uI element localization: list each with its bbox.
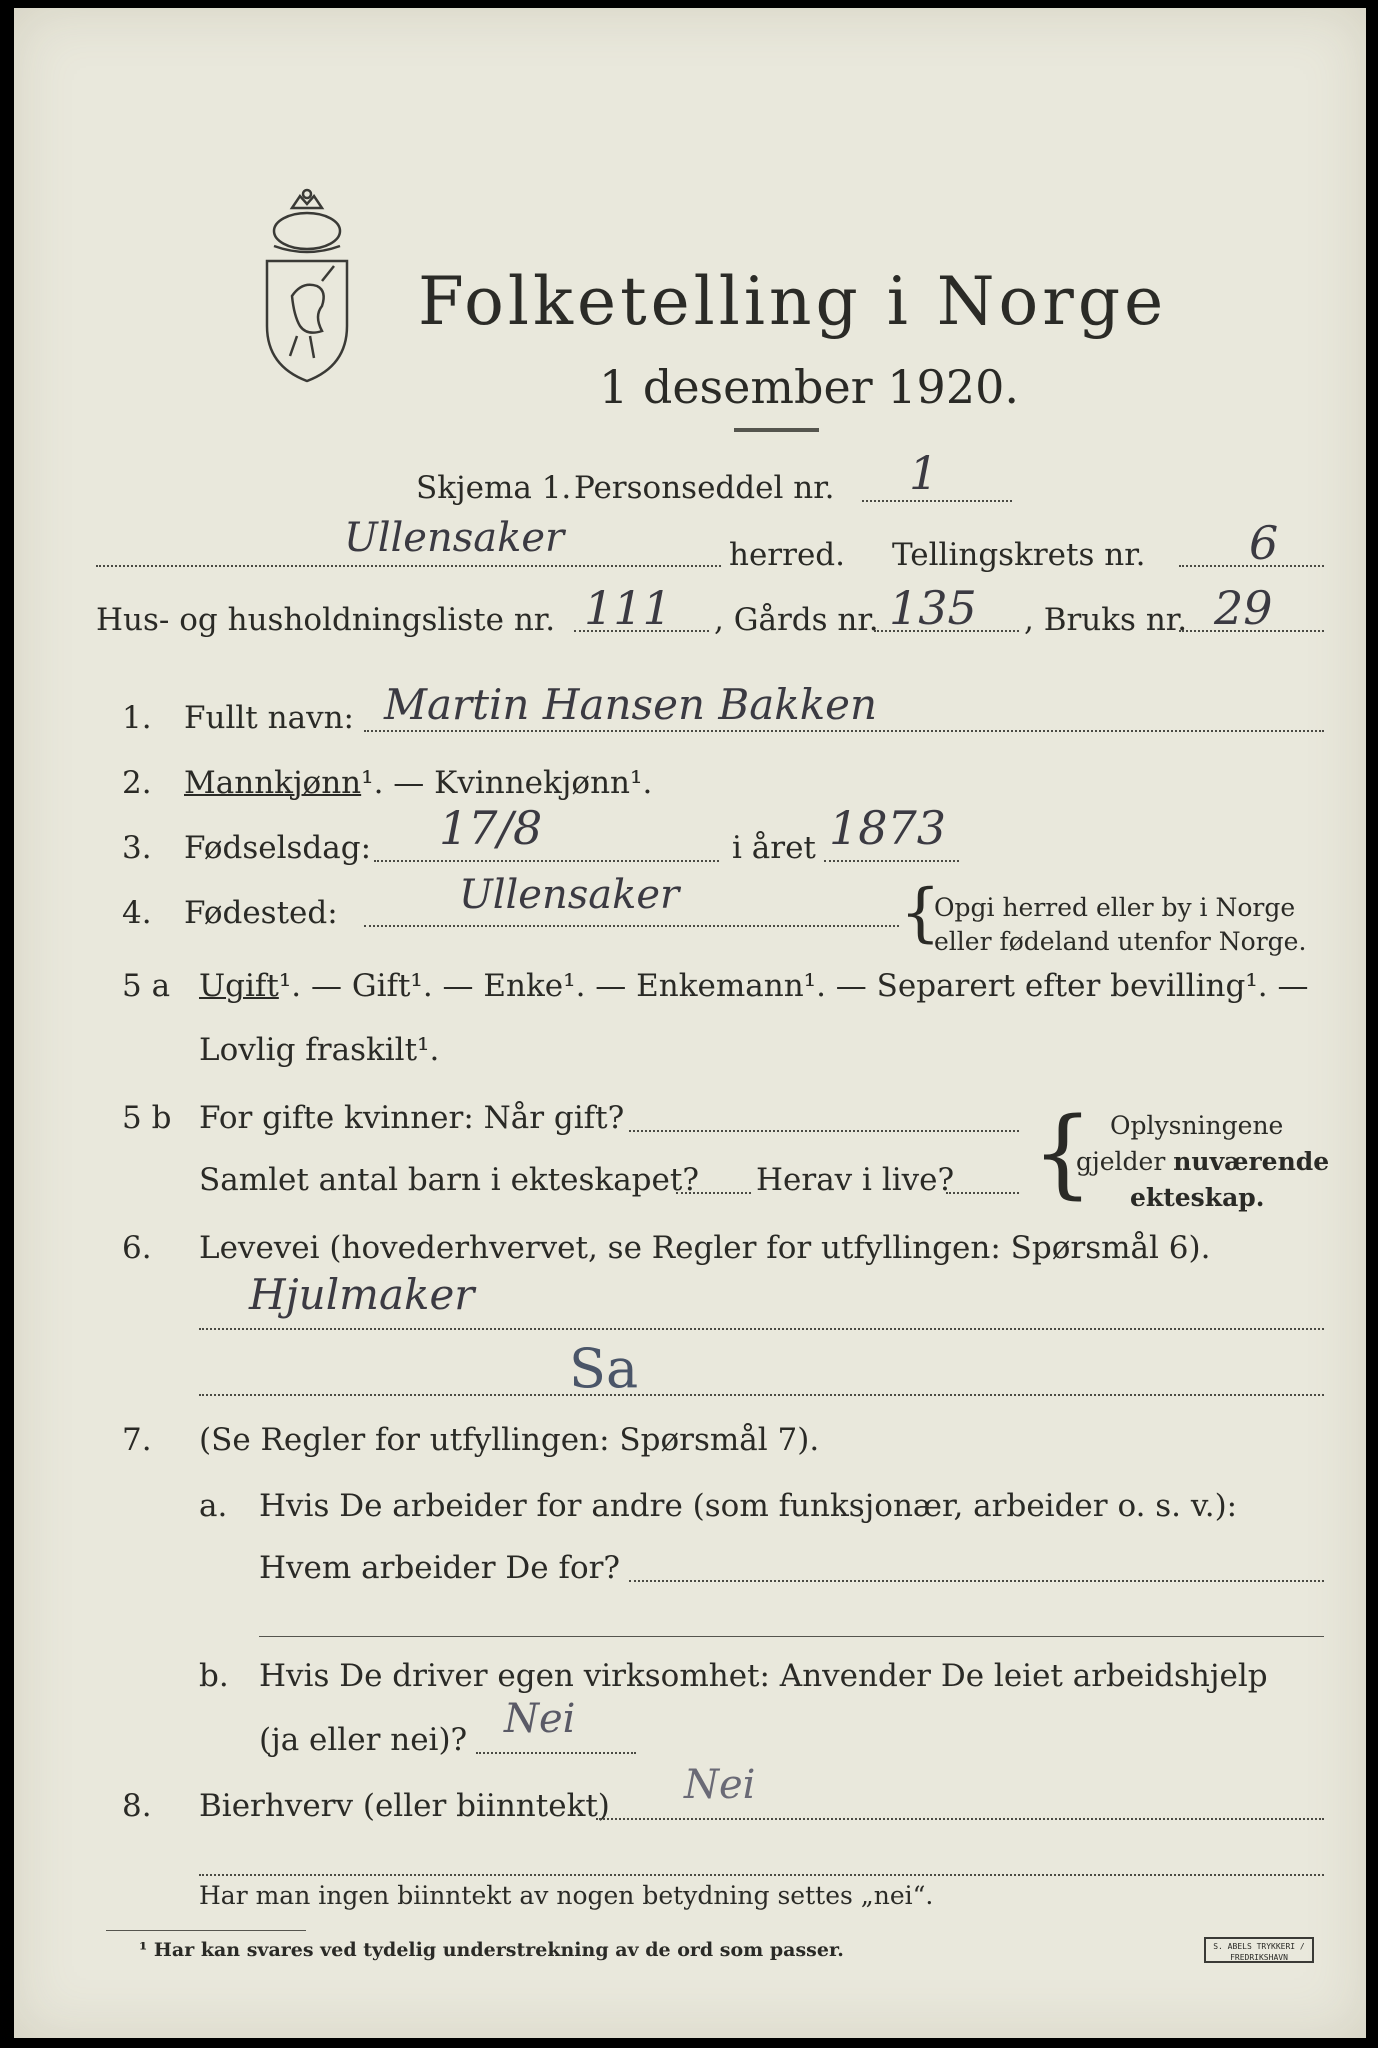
- q1-number: 1.: [122, 700, 152, 736]
- skjema-label: Skjema 1.: [416, 470, 572, 506]
- children-alive-field[interactable]: [946, 1192, 1019, 1194]
- q5a-other-options[interactable]: ¹. — Gift¹. — Enke¹. — Enkemann¹. — Separert efter bevilling¹. —: [278, 968, 1309, 1004]
- tellingskrets-label: Tellingskrets nr.: [892, 537, 1146, 573]
- hired-help-value: Nei: [504, 1696, 576, 1742]
- bruks-label: , Bruks nr.: [1024, 602, 1188, 638]
- q4-number: 4.: [122, 895, 152, 931]
- q5b-label-2: Samlet antal barn i ekteskapet?: [199, 1162, 699, 1198]
- q5b-label-3: Herav i live?: [756, 1162, 955, 1198]
- q7b-label-2: (ja eller nei)?: [259, 1722, 468, 1758]
- herred-value: Ullensaker: [344, 515, 565, 561]
- q1-label: Fullt navn:: [184, 700, 354, 736]
- hus-label: Hus- og husholdningsliste nr.: [96, 602, 556, 638]
- q7a-number: a.: [199, 1488, 228, 1524]
- q3-year-label: i året: [732, 830, 816, 866]
- occupation-field-2[interactable]: [199, 1394, 1324, 1396]
- footnote-divider: [106, 1930, 306, 1931]
- personseddel-label: Personseddel nr.: [574, 470, 835, 506]
- gards-label: , Gårds nr.: [714, 602, 879, 638]
- children-count-field[interactable]: [676, 1192, 751, 1194]
- hired-help-field[interactable]: [476, 1752, 636, 1754]
- q5b-note-3: ekteskap.: [1130, 1183, 1265, 1212]
- q7a-extra-line[interactable]: [259, 1636, 1324, 1637]
- occupation-value: Hjulmaker: [249, 1270, 475, 1319]
- birthplace-value: Ullensaker: [459, 872, 680, 918]
- q5b-brace: {: [1032, 1097, 1094, 1209]
- q2-options: [184, 763, 652, 803]
- kvinnekjonn-option[interactable]: Kvinnekjønn¹.: [434, 765, 653, 801]
- personseddel-value: 1: [909, 446, 939, 500]
- q4-brace: {: [900, 876, 941, 950]
- q5a-options: [199, 966, 1308, 1006]
- employer-field[interactable]: [629, 1580, 1324, 1582]
- ugift-option[interactable]: Ugift: [199, 968, 279, 1004]
- title-divider: [734, 428, 819, 432]
- q5b-note-2b: nuværende: [1173, 1147, 1330, 1176]
- full-name-value: Martin Hansen Bakken: [384, 680, 878, 729]
- q6-number: 6.: [122, 1230, 152, 1266]
- side-income-field[interactable]: [596, 1818, 1324, 1820]
- q7-label: (Se Regler for utfyllingen: Spørsmål 7).: [199, 1422, 820, 1458]
- q5a-line-2[interactable]: Lovlig fraskilt¹.: [199, 1032, 440, 1068]
- norwegian-coat-of-arms-icon: [252, 186, 362, 386]
- full-name-field[interactable]: [364, 730, 1324, 732]
- footnote: ¹ Har kan svares ved tydelig understrekning av de ord som passer.: [139, 1939, 844, 1961]
- q5b-note-2a: gjelder: [1076, 1147, 1174, 1176]
- q8-label: Bierhverv (eller biinntekt): [199, 1788, 610, 1824]
- q7b-label-1: Hvis De driver egen virksomhet: Anvender De leiet arbeidshjelp: [259, 1658, 1268, 1694]
- q8-number: 8.: [122, 1788, 152, 1824]
- census-date: 1 desember 1920.: [599, 360, 1019, 414]
- q5b-label-1: For gifte kvinner: Når gift?: [199, 1100, 625, 1136]
- married-when-field[interactable]: [629, 1130, 1019, 1132]
- q7b-number: b.: [199, 1658, 229, 1694]
- q4-label: Fødested:: [184, 895, 338, 931]
- q5a-number: 5 a: [122, 968, 171, 1004]
- q2-number: 2.: [122, 765, 152, 801]
- q8-note: Har man ingen biinntekt av nogen betydning settes „nei“.: [199, 1881, 934, 1910]
- birth-year-value: 1873: [829, 801, 947, 855]
- occupation-field-1[interactable]: [199, 1328, 1324, 1330]
- birthplace-field[interactable]: [364, 925, 899, 927]
- mannkjonn-option[interactable]: Mannkjønn: [184, 765, 362, 801]
- tellingskrets-value: 6: [1249, 516, 1279, 570]
- q5b-note-1: Oplysningene: [1110, 1111, 1284, 1140]
- birth-year-field[interactable]: [824, 860, 959, 862]
- herred-field[interactable]: [96, 565, 721, 567]
- q7-number: 7.: [122, 1422, 152, 1458]
- q4-note-1: Opgi herred eller by i Norge: [934, 893, 1296, 922]
- side-income-field-2[interactable]: [199, 1874, 1324, 1876]
- q3-label: Fødselsdag:: [184, 830, 372, 866]
- q7a-label-1: Hvis De arbeider for andre (som funksjonær, arbeider o. s. v.):: [259, 1488, 1238, 1524]
- q3-number: 3.: [122, 830, 152, 866]
- q4-note-2: eller fødeland utenfor Norge.: [934, 927, 1307, 956]
- printer-stamp: S. ABELS TRYKKERI / FREDRIKSHAVN: [1204, 1937, 1314, 1963]
- side-income-value: Nei: [684, 1762, 756, 1808]
- q6-label: Levevei (hovederhvervet, se Regler for utfyllingen: Spørsmål 6).: [199, 1230, 1211, 1266]
- birthday-value: 17/8: [439, 801, 543, 855]
- occupation-code: Sa: [569, 1337, 639, 1400]
- hus-value: 111: [584, 581, 672, 635]
- q5b-note-2: [1076, 1146, 1329, 1178]
- q5b-number: 5 b: [122, 1100, 172, 1136]
- census-form-page: [14, 8, 1366, 2038]
- q7a-label-2: Hvem arbeider De for?: [259, 1550, 621, 1586]
- q2-separator: ¹. —: [361, 765, 435, 801]
- herred-label: herred.: [729, 537, 845, 573]
- gards-value: 135: [889, 581, 977, 635]
- bruks-value: 29: [1214, 581, 1273, 635]
- form-title: Folketelling i Norge: [418, 263, 1168, 340]
- birthday-field[interactable]: [374, 860, 719, 862]
- personseddel-field[interactable]: [862, 500, 1012, 502]
